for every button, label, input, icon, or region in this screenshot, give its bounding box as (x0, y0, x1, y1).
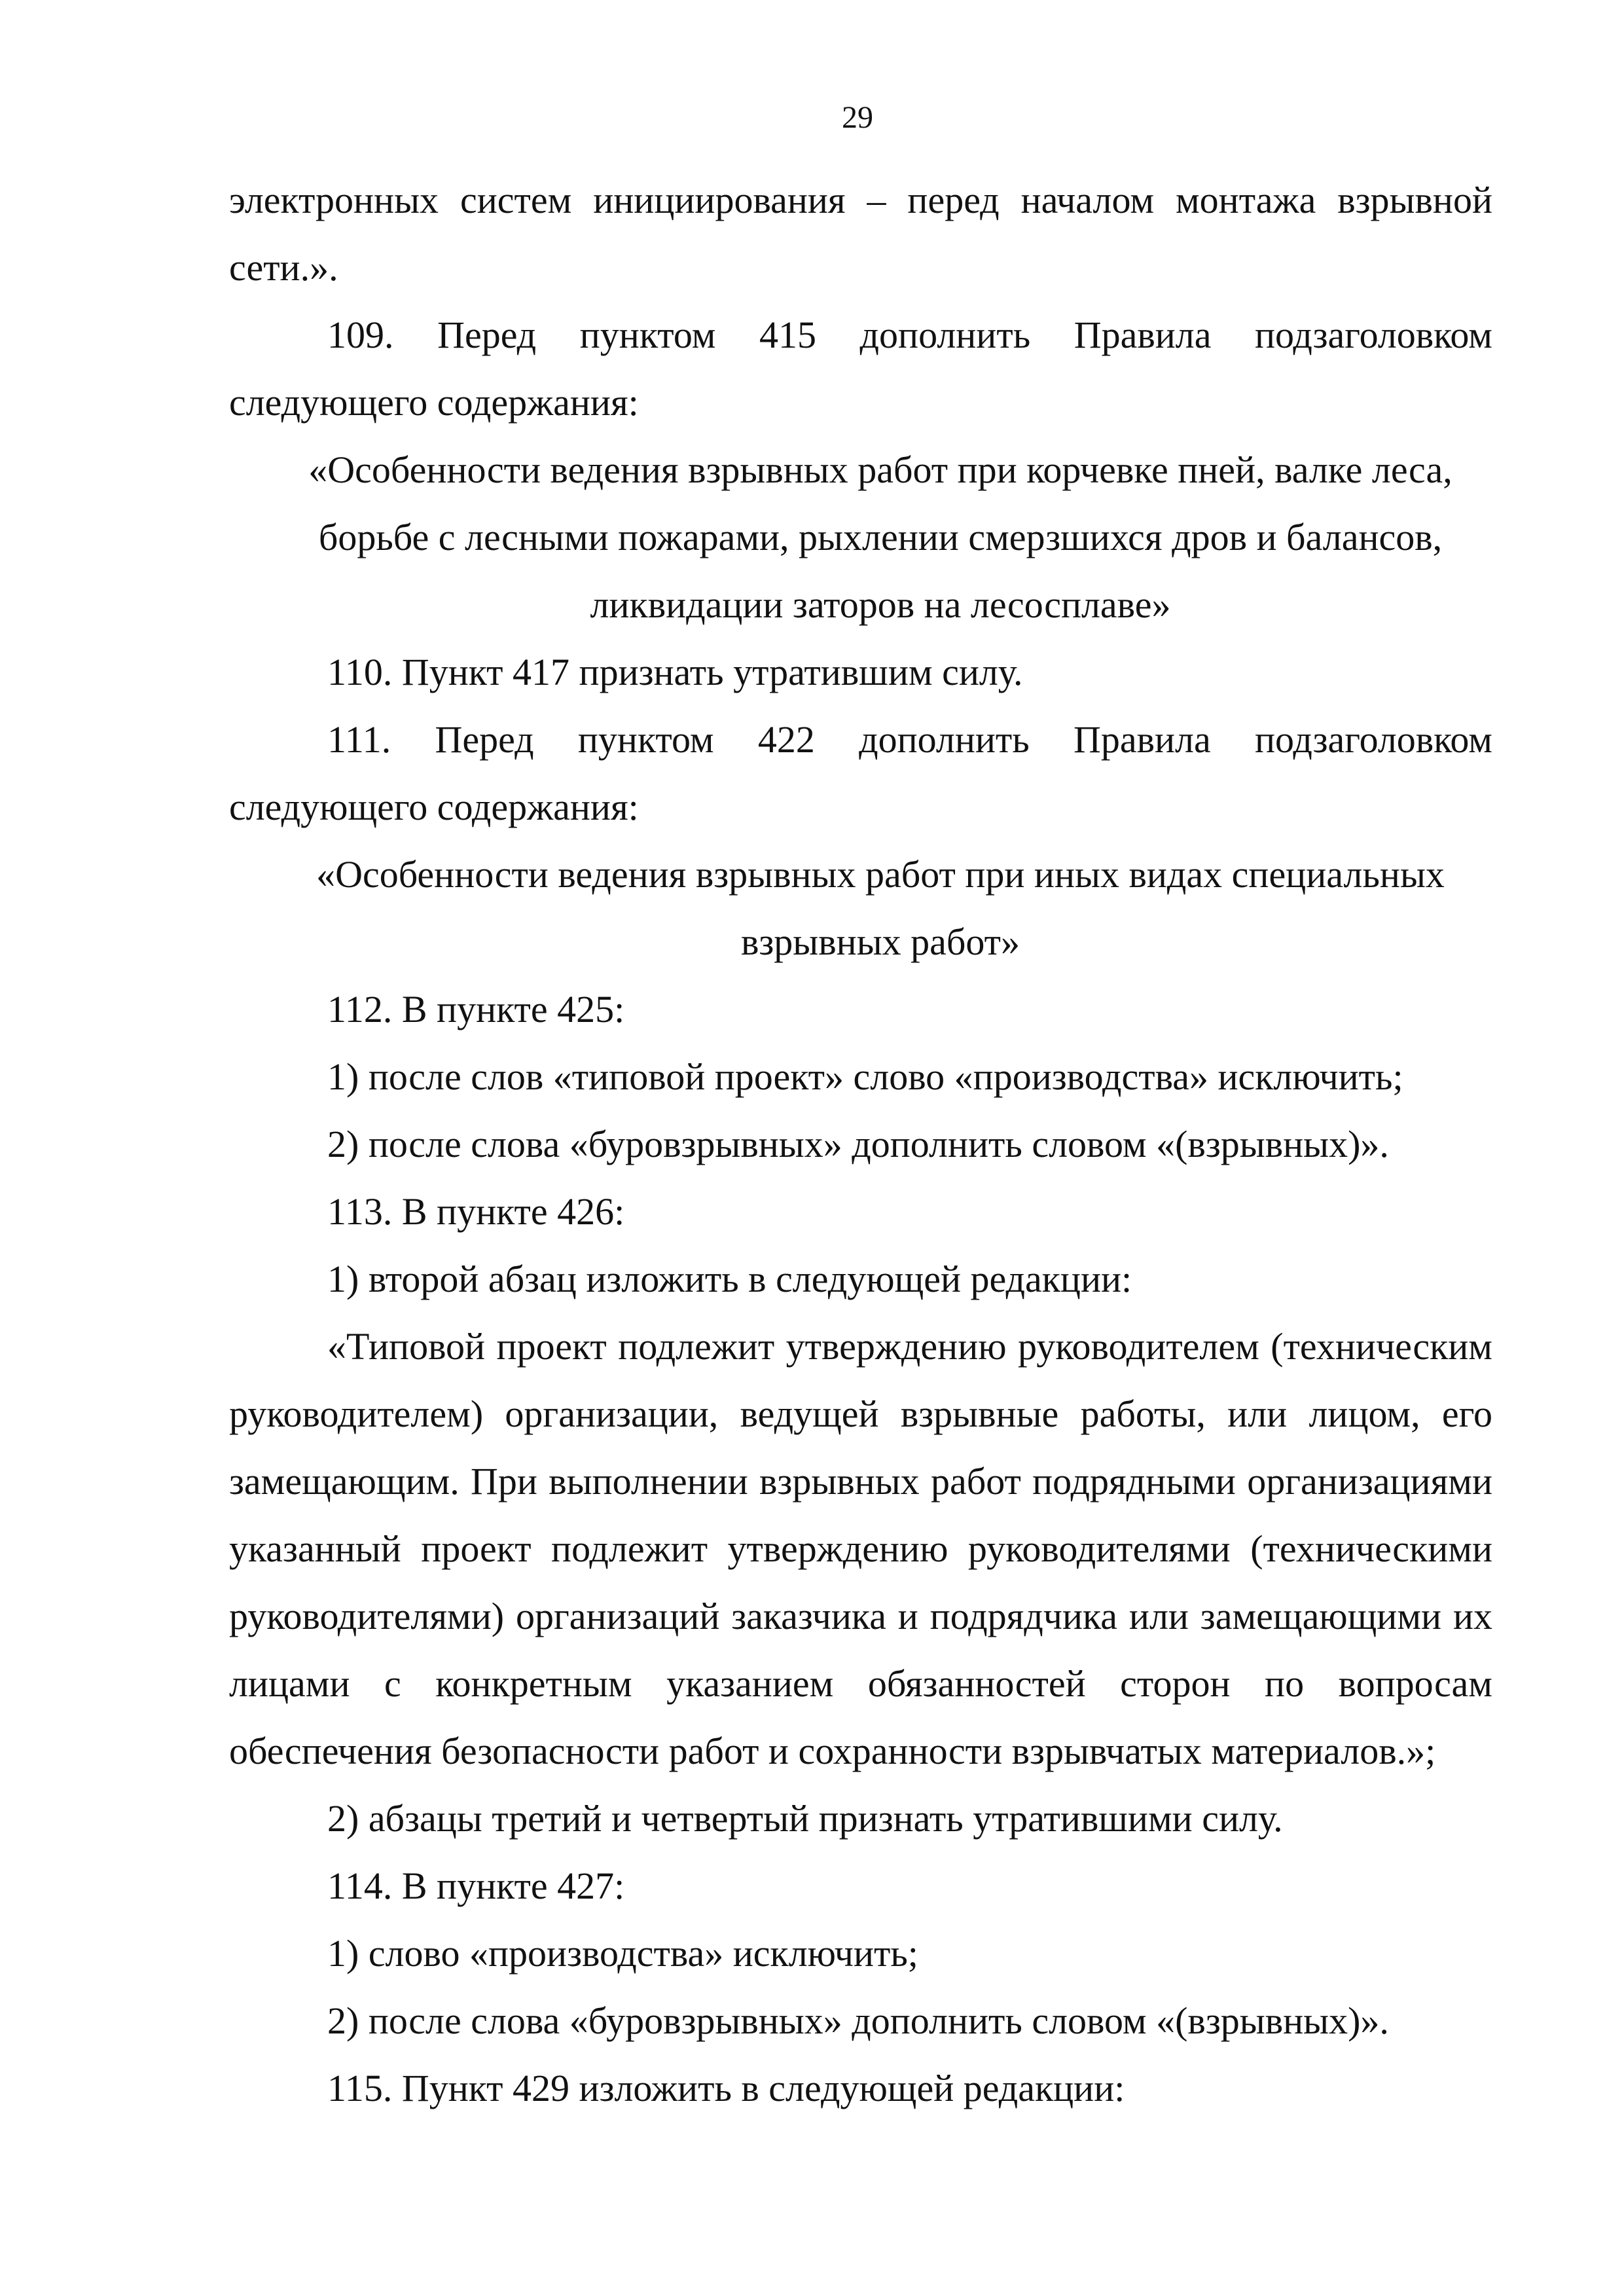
list-item: 2) после слова «буровзрывных» дополнить словом «(взрывных)». (327, 1123, 1389, 1165)
subheading-line: взрывных работ» (741, 920, 1020, 963)
quoted-text-line: указанный проект подлежит утверждению руководителями (техническими (229, 1527, 1492, 1570)
subheading-line: борьбе с лесными пожарами, рыхлении смерзшихся дров и балансов, (318, 516, 1443, 558)
paragraph-110: 110. Пункт 417 признать утратившим силу. (327, 651, 1023, 693)
paragraph-113: 113. В пункте 426: (327, 1190, 625, 1233)
subheading-line: «Особенности ведения взрывных работ при корчевке пней, валке леса, (308, 448, 1453, 491)
quoted-text-line: руководителями) организаций заказчика и подрядчика или замещающими их (229, 1595, 1492, 1637)
list-item: 1) слово «производства» исключить; (327, 1932, 918, 1975)
page-number: 29 (842, 100, 873, 135)
list-item: 2) после слова «буровзрывных» дополнить словом «(взрывных)». (327, 1999, 1389, 2042)
text-line: сети.». (229, 246, 338, 289)
document-body (229, 166, 1492, 2122)
paragraph-109: 109. Перед пунктом 415 дополнить Правила подзаголовком (327, 314, 1492, 356)
text-line: следующего содержания: (229, 381, 639, 424)
subheading-line: ликвидации заторов на лесосплаве» (590, 583, 1171, 626)
quoted-text-line: замещающим. При выполнении взрывных работ подрядными организациями (229, 1460, 1492, 1503)
paragraph-111: 111. Перед пунктом 422 дополнить Правила подзаголовком (327, 718, 1492, 761)
quoted-text-line: «Типовой проект подлежит утверждению руководителем (техническим (327, 1325, 1492, 1368)
list-item: 1) после слов «типовой проект» слово «производства» исключить; (327, 1055, 1403, 1098)
paragraph-114: 114. В пункте 427: (327, 1865, 625, 1907)
paragraph-112: 112. В пункте 425: (327, 988, 625, 1030)
list-item: 2) абзацы третий и четвертый признать утратившими силу. (327, 1797, 1283, 1840)
quoted-text-line: обеспечения безопасности работ и сохранности взрывчатых материалов.»; (229, 1730, 1436, 1772)
text-line: электронных систем инициирования – перед началом монтажа взрывной (229, 179, 1492, 221)
paragraph-115: 115. Пункт 429 изложить в следующей редакции: (327, 2067, 1125, 2109)
list-item: 1) второй абзац изложить в следующей редакции: (327, 1258, 1132, 1300)
quoted-text-line: руководителем) организации, ведущей взрывные работы, или лицом, его (229, 1393, 1492, 1435)
text-line: следующего содержания: (229, 786, 639, 828)
subheading-line: «Особенности ведения взрывных работ при иных видах специальных (316, 853, 1445, 896)
quoted-text-line: лицами с конкретным указанием обязанностей сторон по вопросам (229, 1662, 1492, 1705)
